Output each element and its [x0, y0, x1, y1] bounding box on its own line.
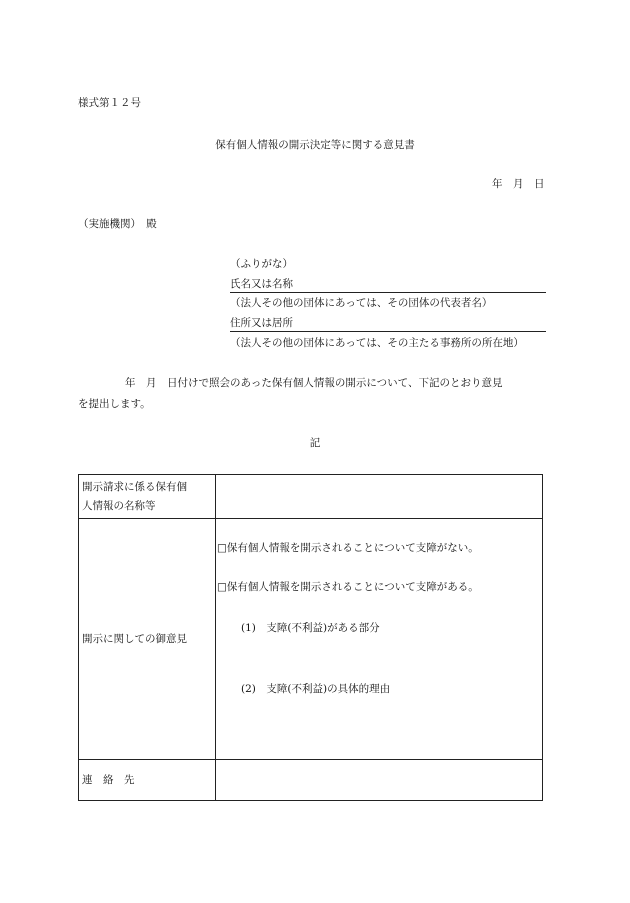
address-underline[interactable]: [230, 331, 546, 332]
table-row: [79, 519, 543, 760]
address-note: （法人その他の団体にあっては、その主たる事務所の所在地）: [230, 337, 524, 349]
ki-heading: 記: [309, 437, 321, 449]
hindrance-part-item: (1) 支障(不利益)がある部分: [241, 622, 380, 634]
name-label: 氏名又は名称: [230, 278, 293, 290]
addressee: （実施機関） 殿: [78, 218, 157, 230]
date-line: 年 月 日: [492, 178, 545, 190]
opinion-table: [78, 474, 543, 801]
body-text-line2: を提出します。: [78, 398, 151, 410]
info-name-value-cell[interactable]: [216, 475, 543, 519]
form-number: 様式第１２号: [78, 97, 141, 109]
opinion-label: 開示に関しての御意見: [82, 632, 187, 645]
hindrance-reason-item: (2) 支障(不利益)の具体的理由: [241, 683, 391, 695]
address-label: 住所又は居所: [230, 317, 293, 329]
opinion-value-cell: [216, 519, 543, 760]
furigana-label: （ふりがな）: [230, 258, 293, 270]
option-hindrance-checkbox[interactable]: □保有個人情報を開示されることについて支障がある。: [217, 581, 479, 593]
opinion-label-cell: [79, 519, 216, 760]
info-name-label-line2: 人情報の名称等: [82, 499, 156, 512]
contact-value-cell[interactable]: [216, 760, 543, 801]
info-name-label-line1: 開示請求に係る保有個: [82, 480, 187, 493]
document-title: 保有個人情報の開示決定等に関する意見書: [215, 139, 415, 151]
body-text-line1: 年 月 日付けで照会のあった保有個人情報の開示について、下記のとおり意見: [125, 377, 503, 389]
name-note: （法人その他の団体にあっては、その団体の代表者名）: [230, 297, 493, 309]
contact-label: 連 絡 先: [82, 773, 135, 786]
name-underline[interactable]: [230, 292, 546, 293]
table-row: [79, 760, 543, 801]
info-name-label-cell: [79, 475, 216, 519]
table-row: [79, 475, 543, 519]
contact-label-cell: [79, 760, 216, 801]
option-no-hindrance-checkbox[interactable]: □保有個人情報を開示されることについて支障がない。: [217, 542, 479, 554]
